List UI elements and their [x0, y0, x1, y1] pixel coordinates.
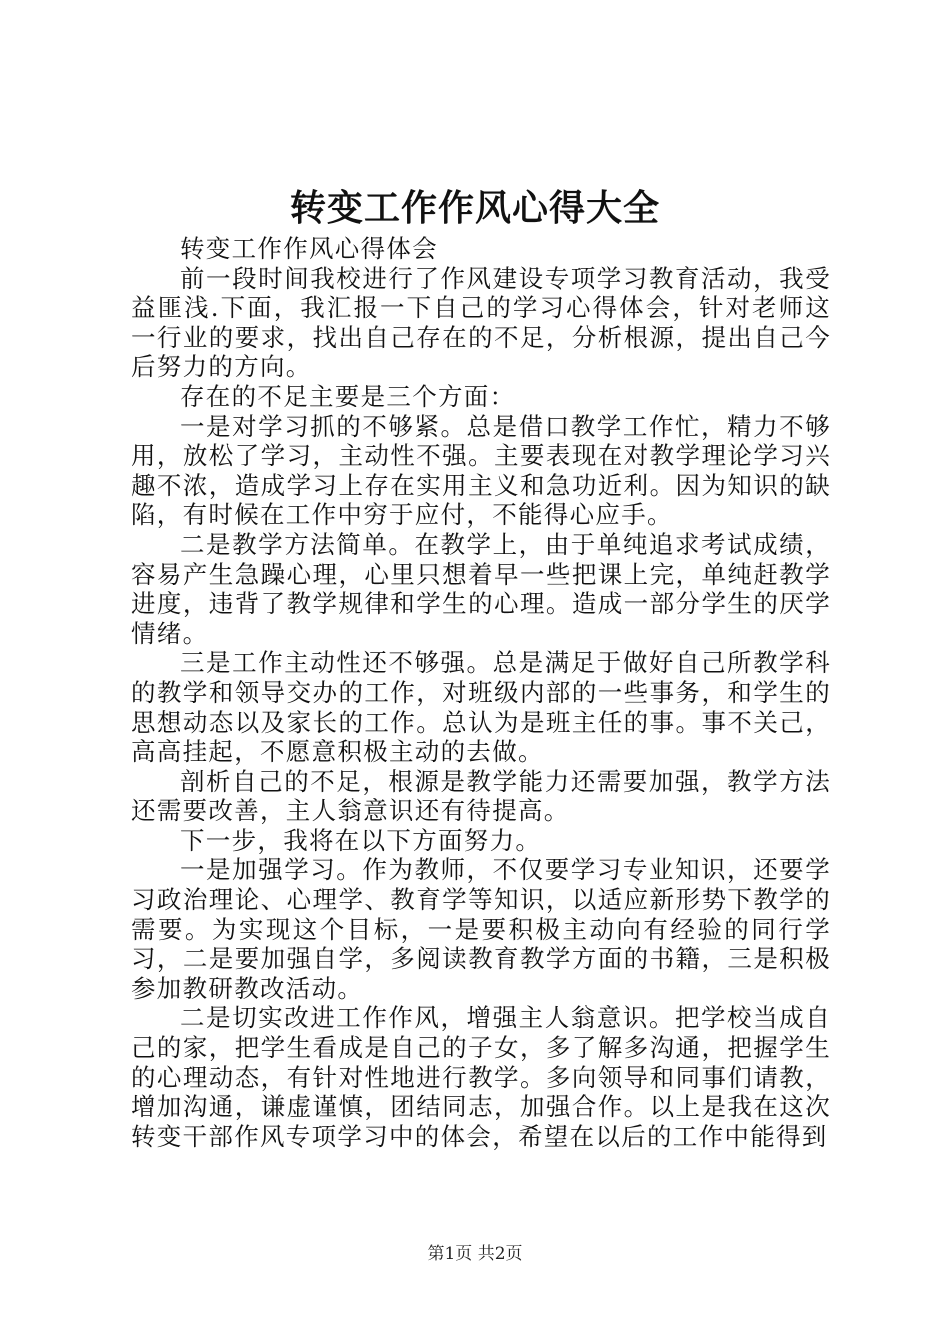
paragraph-shortcoming-2: 二是教学方法简单。在教学上，由于单纯追求考试成绩，容易产生急躁心理，心里只想着早一些把课上完，单纯赶教学进度，违背了教学规律和学生的心理。造成一部分学生的厌学情绪。 [131, 529, 831, 648]
paragraph-root-cause: 剖析自己的不足，根源是教学能力还需要加强，教学方法还需要改善，主人翁意识还有待提高。 [131, 766, 831, 826]
paragraph-intro: 前一段时间我校进行了作风建设专项学习教育活动，我受益匪浅.下面，我汇报一下自己的学习心得体会，针对老师这一行业的要求，找出自己存在的不足，分析根源，提出自己今后努力的方向。 [131, 263, 831, 382]
paragraph-improvement-1: 一是加强学习。作为教师，不仅要学习专业知识，还要学习政治理论、心理学、教育学等知识，以适应新形势下教学的需要。为实现这个目标，一是要积极主动向有经验的同行学习，二是要加强自学，多阅读教育教学方面的书籍，三是积极参加教研教改活动。 [131, 855, 831, 1003]
paragraph-subtitle: 转变工作作风心得体会 [180, 234, 438, 263]
paragraph-shortcomings-heading: 存在的不足主要是三个方面： [180, 381, 516, 411]
paragraph-shortcoming-3: 三是工作主动性还不够强。总是满足于做好自己所教学科的教学和领导交办的工作，对班级内部的一些事务，和学生的思想动态以及家长的工作。总认为是班主任的事。事不关己，高高挂起，不愿意积极主动的去做。 [131, 648, 831, 767]
paragraph-improvement-2: 二是切实改进工作作风，增强主人翁意识。把学校当成自己的家，把学生看成是自己的子女，多了解多沟通，把握学生的心理动态，有针对性地进行教学。多向领导和同事们请教，增加沟通，谦虚谨慎，团结同志，加强合作。以上是我在这次转变干部作风专项学习中的体会，希望在以后的工作中能得到 [131, 1003, 831, 1151]
document-body [131, 234, 831, 1151]
page-number-footer: 第1页 共2页 [427, 1244, 523, 1264]
paragraph-shortcoming-1: 一是对学习抓的不够紧。总是借口教学工作忙，精力不够用，放松了学习，主动性不强。主要表现在对教学理论学习兴趣不浓，造成学习上存在实用主义和急功近利。因为知识的缺陷，有时候在工作中穷于应付，不能得心应手。 [131, 411, 831, 530]
document-title: 转变工作作风心得大全 [289, 187, 660, 229]
paragraph-next-steps-heading: 下一步，我将在以下方面努力。 [180, 825, 542, 855]
